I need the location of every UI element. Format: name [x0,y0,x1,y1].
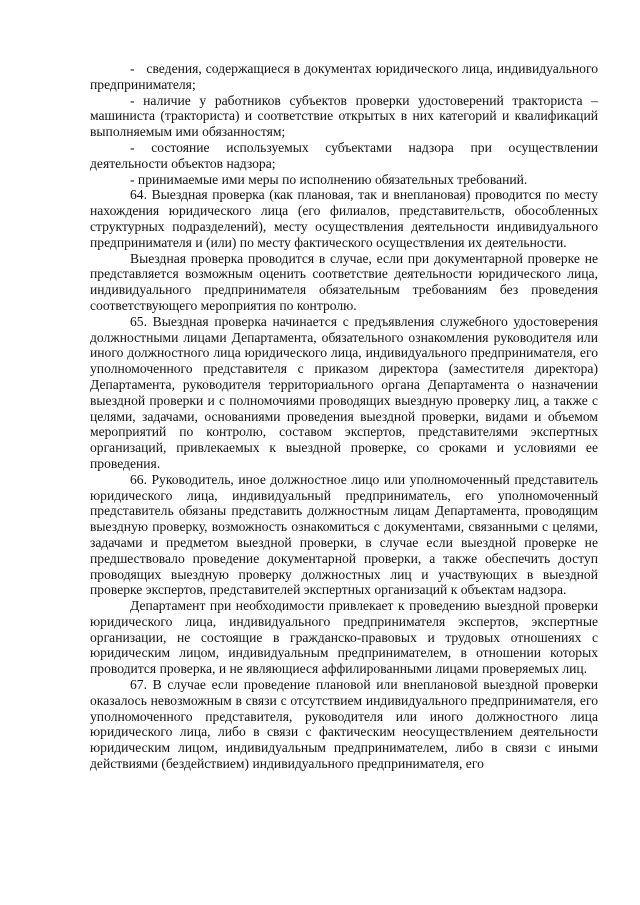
paragraph-66: 66. Руководитель, иное должностное лицо или уполномоченный представитель юридического лица, индивидуальный предприниматель, его уполномоченный представитель обязаны представить должностным лицам Департамента, проводящим выездную проверку, возможность ознакомиться с документами, связанными с целями, задачами и предметом выездной проверки, в случае если выездной проверке не предшествовало проведение документарной проверки, а также обеспечить доступ проводящих выездную проверку должностных лиц и участвующих в выездной проверке экспертов, представителей экспертных организаций к объектам надзора. [90,471,598,598]
paragraph-item-4: - принимаемые ими меры по исполнению обязательных требований. [130,171,528,187]
paragraph-item-1: - сведения, содержащиеся в документах юридического лица, индивидуального предпринимателя; [90,61,598,92]
document-page [90,61,598,772]
paragraph-64: 64. Выездная проверка (как плановая, так и внеплановая) проводится по месту нахождения юридического лица (его филиалов, представительств, обособленных структурных подразделений), месту осуществления деятельности индивидуального предпринимателя и (или) по месту фактического осуществления их деятельности. [90,187,598,250]
paragraph-64-continued: Выездная проверка проводится в случае, если при документарной проверке не представляется возможным оценить соответствие деятельности юридического лица, индивидуального предпринимателя обязательным требованиям без проведения соответствующего мероприятия по контролю. [90,250,598,313]
paragraph-item-3: - состояние используемых субъектами надзора при осуществлении деятельности объектов надзора; [90,139,598,171]
paragraph-66-continued: Департамент при необходимости привлекает к проведению выездной проверки юридического лица, индивидуального предпринимателя экспертов, экспертные организации, не состоящие в гражданско-правовых и трудовых отношениях с юридическим лицом, индивидуальным предпринимателем, в отношении которых проводится проверка, и не являющиеся аффилированными лицами проверяемых лиц. [90,598,598,677]
paragraph-65: 65. Выездная проверка начинается с предъявления служебного удостоверения должностными лицами Департамента, обязательного ознакомления руководителя или иного должностного лица юридического лица, индивидуального предпринимателя, его уполномоченного представителя с приказом директора (заместителя директора) Департамента, руководителя территориального органа Департамента о назначении выездной проверки и с полномочиями проводящих выездную проверку лиц, а также с целями, задачами, основаниями проведения выездной проверки, видами и объемом мероприятий по контролю, составом экспертов, представителями экспертных организаций, привлекаемых к выездной проверке, со сроками и условиями ее проведения. [90,313,598,471]
paragraph-item-2: - наличие у работников субъектов проверки удостоверений тракториста – машиниста (тракториста) и соответствие открытых в них категорий и квалификаций выполняемым ими обязанностям; [90,92,598,140]
paragraph-67: 67. В случае если проведение плановой или внеплановой выездной проверки оказалось невозможным в связи с отсутствием индивидуального предпринимателя, его уполномоченного представителя, руководителя или иного должностного лица юридического лица, либо в связи с фактическим неосуществлением деятельности юридическим лицом, индивидуальным предпринимателем, либо в связи с иными действиями (бездействием) индивидуального предпринимателя, его [90,677,598,772]
